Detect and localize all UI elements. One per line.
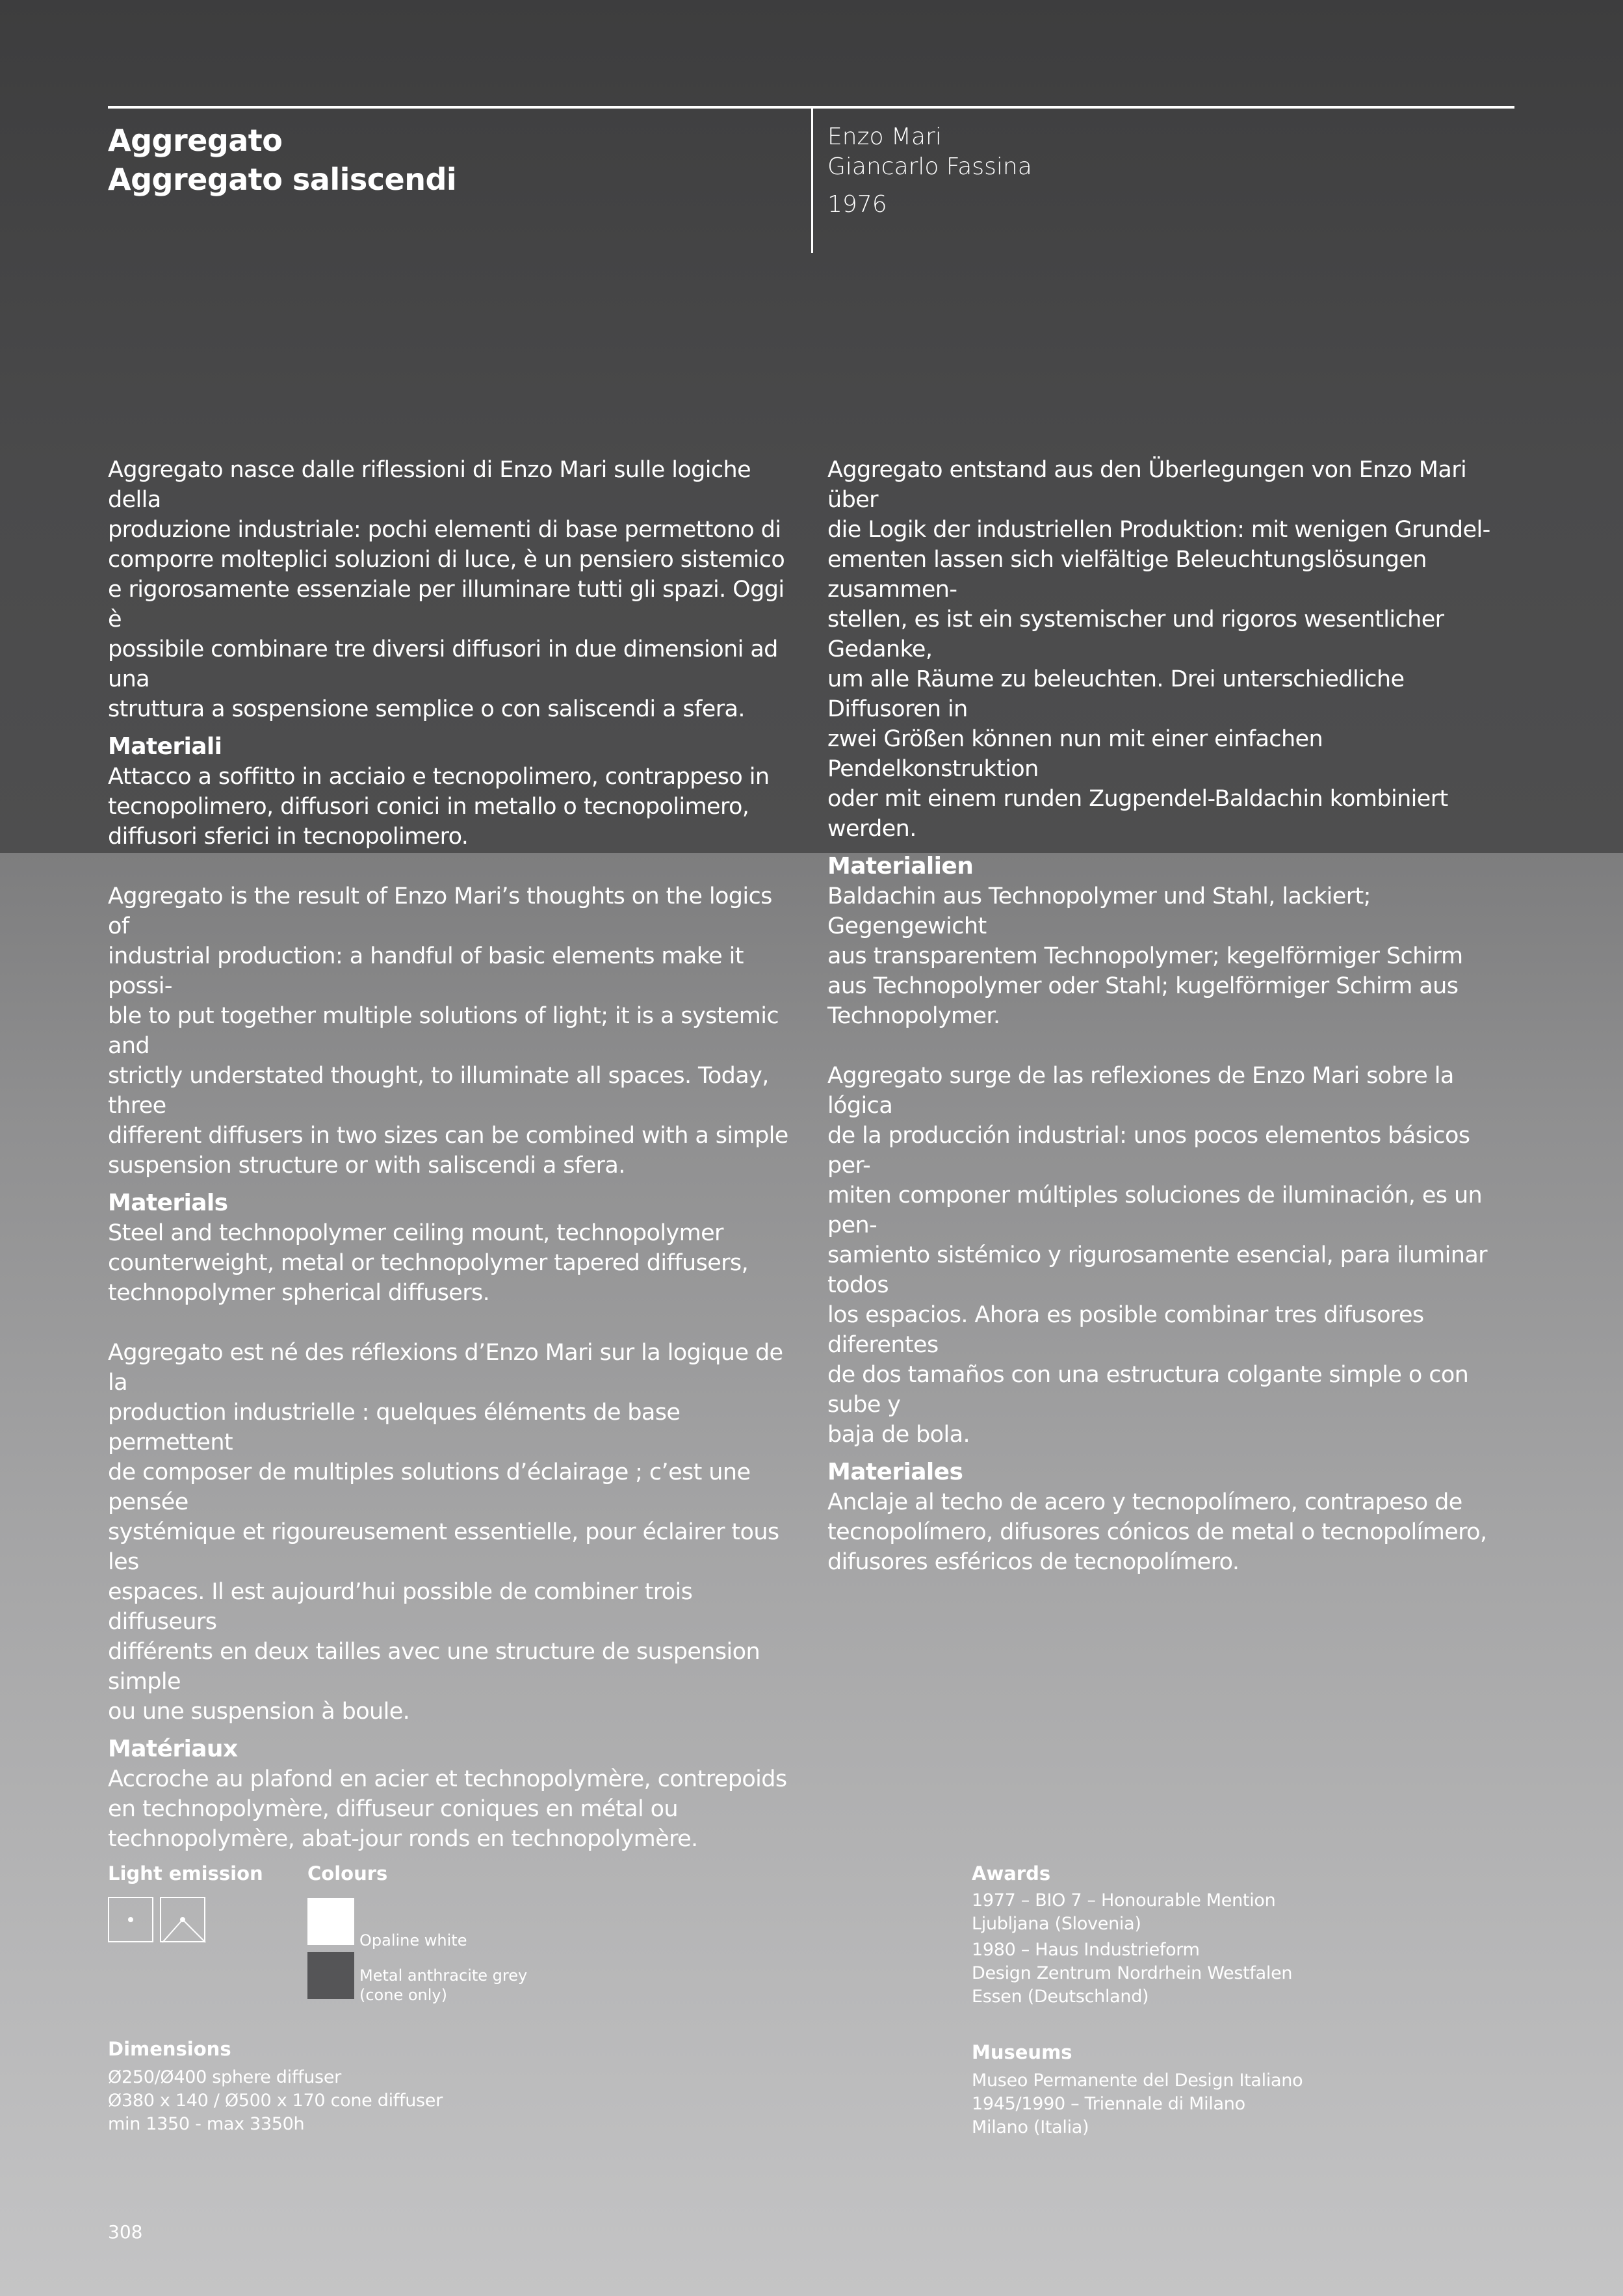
designers-block bbox=[827, 122, 1032, 220]
german-body: Aggregato entstand aus den Überlegungen von Enzo Mari über die Logik der industriellen Produktion: mit wenigen Grundel- ementen lassen sich vielfältige Beleuchtungslösungen zusammen- stellen, es ist ein systemischer und rigoros wesentlicher Gedanke, um alle Räume zu beleuchten. Drei unterschiedliche Diffusoren in zwei Größen können nun mit einer einfachen Pendelkonstruktion oder mit einem runden Zugpendel-Baldachin kombiniert werden. bbox=[827, 457, 1490, 842]
designer-2: Giancarlo Fassina bbox=[827, 153, 1032, 180]
museums-text: Museo Permanente del Design Italiano 1945/1990 – Triennale di Milano Milano (Italia) bbox=[972, 2070, 1303, 2137]
english-materials-heading: Materials bbox=[108, 1190, 228, 1216]
french-materials: Accroche au plafond en acier et technopolymère, contrepoids en technopolymère, diffuseur coniques en métal ou technopolymère, abat-jour ronds en technopolymère. bbox=[108, 1766, 787, 1852]
italian-materials: Attacco a soffitto in acciaio e tecnopolimero, contrappeso in tecnopolimero, diffusori conici in metallo o tecnopolimero, diffusori sferici in tecnopolimero. bbox=[108, 764, 770, 850]
year: 1976 bbox=[827, 191, 887, 218]
opaline-white-label: Opaline white bbox=[359, 1931, 467, 1950]
spherical-emission-icon bbox=[108, 1897, 153, 1942]
english-body: Aggregato is the result of Enzo Mari’s thoughts on the logics of industrial production: a handful of basic elements make it possi- ble to put together multiple solutions of light; it is a systemic and strictly understated thought, to illuminate all spaces. Today, three different diffusers in two sizes can be combined with a simple suspension structure or with saliscendi a sfera. bbox=[108, 883, 788, 1179]
designer-1: Enzo Mari bbox=[827, 124, 942, 150]
right-text-column bbox=[827, 455, 1516, 1577]
title-line-2: Aggregato saliscendi bbox=[108, 162, 457, 197]
left-text-column bbox=[108, 455, 797, 1854]
downward-emission-icon bbox=[160, 1897, 205, 1942]
vertical-rule bbox=[811, 107, 813, 253]
product-title bbox=[108, 121, 456, 199]
title-line-1: Aggregato bbox=[108, 123, 283, 158]
light-emission-icons bbox=[108, 1897, 205, 1942]
dimensions-label: Dimensions bbox=[108, 2038, 231, 2060]
award-1977: 1977 – BIO 7 – Honourable Mention Ljubljana (Slovenia) bbox=[972, 1890, 1276, 1934]
french-body: Aggregato est né des réflexions d’Enzo Mari sur la logique de la production industrielle : quelques éléments de base permettent de composer de multiples solutions d’éclairage ; c’est une pensée systémique et rigoureusement essentielle, pour éclairer tous les espaces. Il est aujourd’hui possible de combiner trois diffuseurs différents en deux tailles avec une structure de suspension simple ou une suspension à boule. bbox=[108, 1340, 783, 1725]
english-materials: Steel and technopolymer ceiling mount, technopolymer counterweight, metal or technopolymer tapered diffusers, technopolymer spherical diffusers. bbox=[108, 1220, 749, 1306]
spanish-body: Aggregato surge de las reflexiones de Enzo Mari sobre la lógica de la producción industrial: unos pocos elementos básicos per- miten componer múltiples soluciones de iluminación, es un pen- samiento sistémico y rigurosamente esencial, para iluminar todos los espacios. Ahora es posible combinar tres difusores diferentes de dos tamaños con una estructura colgante simple o con sube y baja de bola. bbox=[827, 1063, 1487, 1448]
light-emission-label: Light emission bbox=[108, 1862, 263, 1885]
museums-label: Museums bbox=[972, 2041, 1072, 2063]
anthracite-grey-label: Metal anthracite grey (cone only) bbox=[359, 1966, 528, 2004]
spanish-materials-heading: Materiales bbox=[827, 1459, 963, 1485]
award-1980: 1980 – Haus Industrieform Design Zentrum Nordrhein Westfalen Essen (Deutschland) bbox=[972, 1940, 1293, 2007]
italian-materials-heading: Materiali bbox=[108, 733, 222, 760]
spanish-materials: Anclaje al techo de acero y tecnopolímero, contrapeso de tecnopolímero, difusores cónicos de metal o tecnopolímero, difusores esféricos de tecnopolímero. bbox=[827, 1489, 1487, 1575]
anthracite-grey-swatch bbox=[307, 1952, 354, 1999]
italian-body: Aggregato nasce dalle riflessioni di Enzo Mari sulle logiche della produzione industriale: pochi elementi di base permettono di comporre molteplici soluzioni di luce, è un pensiero sistemico e rigorosamente essenziale per illuminare tutti gli spazi. Oggi è possibile combinare tre diversi diffusori in due dimensioni ad una struttura a sospensione semplice o con saliscendi a sfera. bbox=[108, 457, 785, 722]
awards-label: Awards bbox=[972, 1862, 1051, 1885]
dimensions-text: Ø250/Ø400 sphere diffuser Ø380 x 140 / Ø500 x 170 cone diffuser min 1350 - max 3350h bbox=[108, 2067, 443, 2134]
page-number: 308 bbox=[108, 2221, 143, 2243]
colours-label: Colours bbox=[307, 1862, 388, 1885]
opaline-white-swatch bbox=[307, 1898, 354, 1945]
french-materials-heading: Matériaux bbox=[108, 1736, 238, 1762]
german-materials-heading: Materialien bbox=[827, 853, 974, 880]
german-materials: Baldachin aus Technopolymer und Stahl, lackiert; Gegengewicht aus transparentem Technopolymer; kegelförmiger Schirm aus Technopolymer oder Stahl; kugelförmiger Schirm aus Technopolymer. bbox=[827, 883, 1463, 1029]
